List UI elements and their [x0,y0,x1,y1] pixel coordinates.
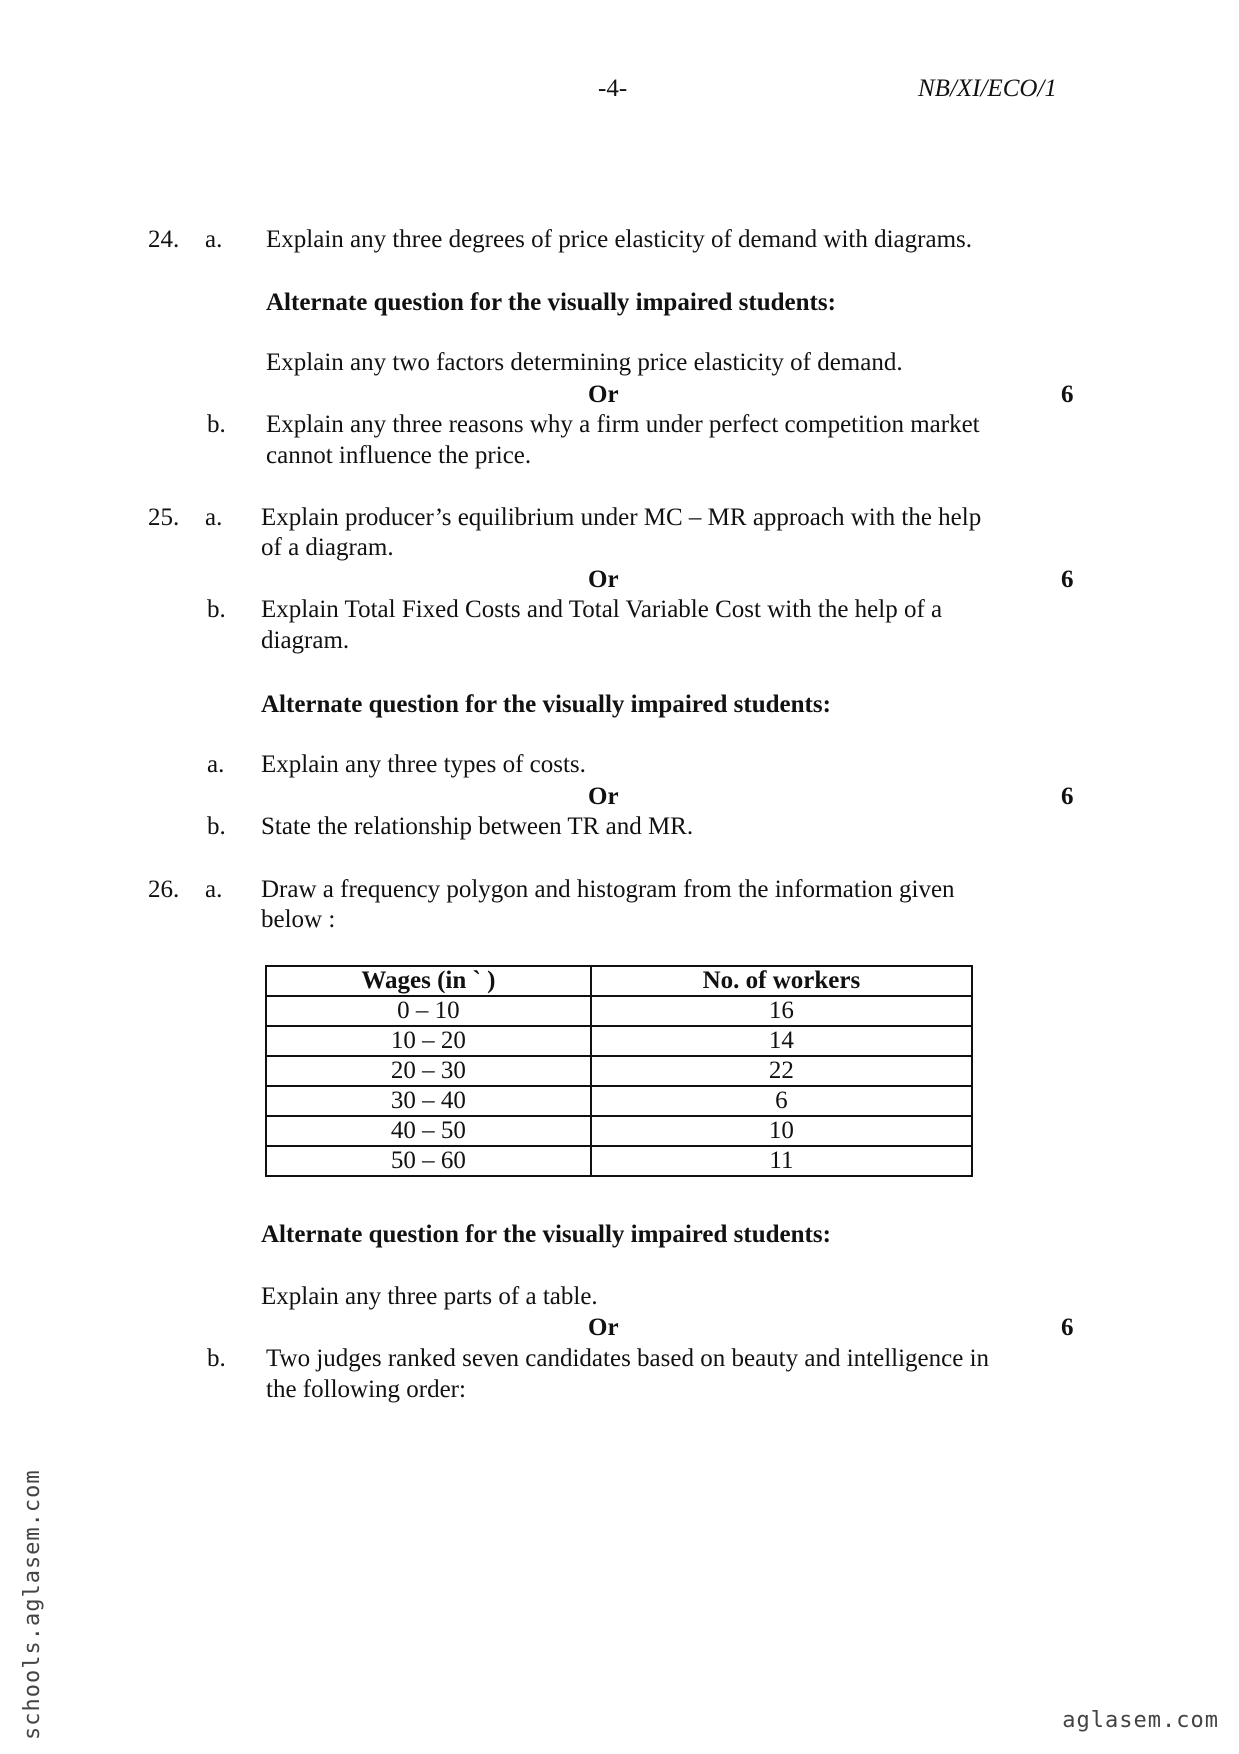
table-cell-wages: 40 – 50 [266,1116,591,1146]
q26-number: 26. [148,876,180,903]
q24-a-text: Explain any three degrees of price elasticity of demand with diagrams. [266,226,972,253]
q25-b-label: b. [207,596,226,623]
q26-b-label: b. [207,1345,226,1372]
q25-alt-a-label: a. [207,751,225,778]
q26-a-label: a. [205,876,223,903]
q26-alt-text: Explain any three parts of a table. [261,1283,598,1310]
q26-a-line1: Draw a frequency polygon and histogram from the information given [261,876,955,903]
table-cell-workers: 11 [591,1146,972,1176]
q25-alt-a-text: Explain any three types of costs. [261,751,586,778]
table-cell-workers: 6 [591,1086,972,1116]
table-cell-workers: 10 [591,1116,972,1146]
q25-marks: 6 [1061,566,1074,593]
q26-or: Or [588,1314,619,1341]
table-row [266,1086,972,1116]
table-row [266,1026,972,1056]
q25-or: Or [588,566,619,593]
table-cell-workers: 14 [591,1026,972,1056]
table-cell-workers: 16 [591,996,972,1026]
table-row [266,996,972,1026]
q26-b-line1: Two judges ranked seven candidates based on beauty and intelligence in [266,1345,990,1372]
wages-table [265,965,973,1177]
q24-marks: 6 [1061,381,1074,408]
q24-b-line2: cannot influence the price. [266,442,532,469]
q25-alt-heading: Alternate question for the visually impaired students: [261,691,831,718]
q24-b-line1: Explain any three reasons why a firm under perfect competition market [266,411,980,438]
table-cell-wages: 30 – 40 [266,1086,591,1116]
paper-code: NB/XI/ECO/1 [918,75,1057,102]
q24-b-label: b. [207,411,226,438]
q25-alt-b-text: State the relationship between TR and MR. [261,813,694,840]
q25-alt-marks: 6 [1061,783,1074,810]
q26-alt-heading: Alternate question for the visually impaired students: [261,1221,831,1248]
q24-alt-heading: Alternate question for the visually impaired students: [266,289,836,316]
q25-a-line2: of a diagram. [261,534,394,561]
q26-b-line2: the following order: [266,1376,466,1403]
table-header-row [266,966,972,996]
q25-b-line2: diagram. [261,627,350,654]
table-cell-wages: 20 – 30 [266,1056,591,1086]
table-header-wages: Wages (in ` ) [266,966,591,996]
q25-a-label: a. [205,504,223,531]
table-row [266,1146,972,1176]
table-row [266,1116,972,1146]
side-watermark: schools.aglasem.com [20,1469,45,1740]
table-header-workers: No. of workers [591,966,972,996]
q25-number: 25. [148,504,180,531]
q24-or: Or [588,381,619,408]
q25-alt-or: Or [588,783,619,810]
table-cell-workers: 22 [591,1056,972,1086]
q25-a-line1: Explain producer’s equilibrium under MC – MR approach with the help [261,504,982,531]
q24-alt-text: Explain any two factors determining price elasticity of demand. [266,349,903,376]
table-row [266,1056,972,1086]
table-cell-wages: 0 – 10 [266,996,591,1026]
bottom-watermark: aglasem.com [1062,1708,1219,1733]
q24-number: 24. [148,226,180,253]
table-cell-wages: 50 – 60 [266,1146,591,1176]
q25-alt-b-label: b. [207,813,226,840]
q26-marks: 6 [1061,1314,1074,1341]
q24-a-label: a. [205,226,223,253]
q25-b-line1: Explain Total Fixed Costs and Total Variable Cost with the help of a [261,596,943,623]
q26-a-line2: below : [261,906,336,933]
table-cell-wages: 10 – 20 [266,1026,591,1056]
page-number: -4- [598,75,628,102]
